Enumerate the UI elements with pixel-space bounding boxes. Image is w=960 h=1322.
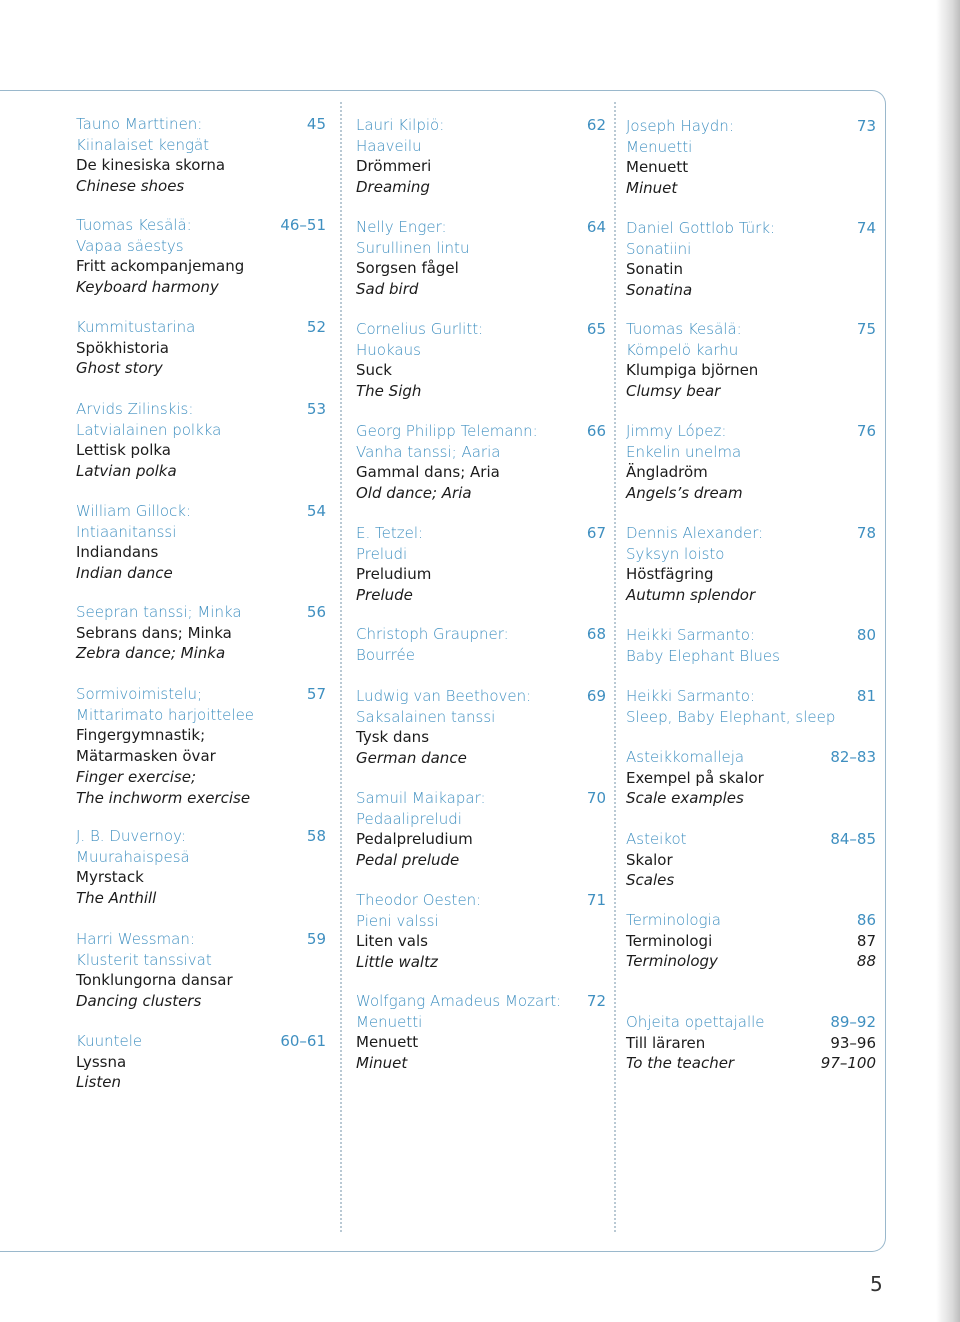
title-english: Pedal prelude <box>356 851 460 870</box>
toc-entry <box>626 319 876 402</box>
page-ref: 84–85 <box>830 830 876 848</box>
title-swedish: De kinesiska skorna <box>76 156 226 175</box>
composer-name: Ludwig van Beethoven: <box>356 687 532 705</box>
title-finnish: Mittarimato harjoittelee <box>76 705 255 724</box>
title-swedish: Lyssna <box>76 1052 127 1071</box>
page-ref: 89–92 <box>830 1013 876 1031</box>
composer-name: Cornelius Gurlitt: <box>356 320 484 338</box>
title-finnish: Saksalainen tanssi <box>356 707 496 726</box>
title-finnish: Klusterit tanssivat <box>76 950 212 969</box>
title-finnish: Bourrée <box>356 645 415 664</box>
title-swedish: Gammal dans; Aria <box>356 463 500 482</box>
page-ref: 52 <box>306 318 326 336</box>
title-swedish: Mätarmasken övar <box>76 747 216 766</box>
composer-name: Tuomas Kesälä: <box>76 216 192 234</box>
toc-column-1 <box>76 0 326 1322</box>
composer-name: Christoph Graupner: <box>356 625 509 643</box>
page-ref: 65 <box>586 320 606 338</box>
title-finnish: Sonatiini <box>626 239 692 258</box>
title-finnish: Seepran tanssi; Minka <box>76 603 242 621</box>
toc-entry <box>356 788 606 871</box>
page-ref: 76 <box>856 422 876 440</box>
composer-name: William Gillock: <box>76 502 192 520</box>
title-english: Angels’s dream <box>626 484 743 503</box>
page-number: 5 <box>870 1272 883 1296</box>
toc-entry <box>626 116 876 199</box>
title-english: Indian dance <box>76 564 173 583</box>
page-ref-english: 97–100 <box>820 1054 876 1073</box>
title-english: The Anthill <box>76 889 157 908</box>
title-swedish: Suck <box>356 361 392 380</box>
title-english: The inchworm exercise <box>76 788 251 807</box>
title-english: Clumsy bear <box>626 382 721 401</box>
title-swedish: Indiandans <box>76 543 159 562</box>
composer-name: Heikki Sarmanto: <box>626 687 756 705</box>
toc-entry <box>356 217 606 300</box>
title-swedish: Tonklungorna dansar <box>76 971 233 990</box>
title-swedish: Preludium <box>356 565 432 584</box>
title-english: Dancing clusters <box>76 992 202 1011</box>
toc-entry <box>356 523 606 606</box>
column-divider-1 <box>340 102 342 1232</box>
page-edge-shadow <box>936 0 960 1322</box>
page-ref: 74 <box>856 219 876 237</box>
toc-entry <box>356 115 606 198</box>
title-english: Sad bird <box>356 280 419 299</box>
page-ref: 82–83 <box>830 748 876 766</box>
title-swedish: Liten vals <box>356 932 428 951</box>
page-ref: 75 <box>856 320 876 338</box>
title-swedish: Fingergymnastik; <box>76 726 206 745</box>
column-divider-2 <box>614 102 616 1232</box>
composer-name: Georg Philipp Telemann: <box>356 422 538 440</box>
title-swedish: Sorgsen fågel <box>356 259 459 278</box>
title-swedish: Spökhistoria <box>76 338 169 357</box>
toc-entry <box>626 218 876 301</box>
page-ref: 81 <box>856 687 876 705</box>
composer-name: J. B. Duvernoy: <box>76 827 186 845</box>
page-ref: 71 <box>586 891 606 909</box>
page-ref-swedish: 87 <box>856 931 876 950</box>
toc-column-3 <box>626 0 876 1322</box>
title-finnish: Kummitustarina <box>76 318 196 336</box>
toc-entry <box>76 114 326 197</box>
title-swedish: Exempel på skalor <box>626 768 764 787</box>
toc-entry <box>626 1012 876 1074</box>
page-ref-swedish: 93–96 <box>830 1033 876 1052</box>
toc-entry <box>626 686 876 727</box>
page-ref: 59 <box>306 930 326 948</box>
page-ref: 46–51 <box>280 216 326 234</box>
title-english: Prelude <box>356 586 413 605</box>
toc-entry <box>626 910 876 972</box>
page-ref: 78 <box>856 524 876 542</box>
title-english: Minuet <box>626 179 678 198</box>
composer-name: Harri Wessman: <box>76 930 195 948</box>
title-finnish: Syksyn loisto <box>626 544 725 563</box>
toc-entry <box>356 890 606 973</box>
title-swedish: Ängladröm <box>626 463 708 482</box>
title-finnish: Vanha tanssi; Aaria <box>356 442 501 461</box>
page-ref: 70 <box>586 789 606 807</box>
title-swedish: Sonatin <box>626 260 683 279</box>
title-finnish: Surullinen lintu <box>356 238 470 257</box>
page-ref-english: 88 <box>856 952 876 971</box>
page-ref: 69 <box>586 687 606 705</box>
title-swedish: Pedalpreludium <box>356 830 473 849</box>
toc-entry <box>626 625 876 666</box>
title-finnish: Pieni valssi <box>356 911 439 930</box>
title-english: Scale examples <box>626 789 744 808</box>
toc-entry <box>356 319 606 402</box>
toc-column-2 <box>356 0 606 1322</box>
composer-name: Dennis Alexander: <box>626 524 764 542</box>
toc-entry <box>356 686 606 769</box>
composer-name: Arvids Zilinskis: <box>76 400 194 418</box>
title-english: Chinese shoes <box>76 177 185 196</box>
title-swedish: Menuett <box>356 1033 419 1052</box>
toc-entry <box>76 684 326 808</box>
title-english: German dance <box>356 749 467 768</box>
toc-entry <box>626 523 876 606</box>
title-english: Ghost story <box>76 359 163 378</box>
toc-entry <box>76 826 326 909</box>
title-finnish: Menuetti <box>356 1012 423 1031</box>
title-finnish: Menuetti <box>626 137 693 156</box>
title-english: Terminology <box>626 952 718 971</box>
toc-entry <box>76 501 326 584</box>
title-english: Old dance; Aria <box>356 484 472 503</box>
page-ref: 57 <box>306 685 326 703</box>
title-english: Scales <box>626 871 675 890</box>
page-ref: 62 <box>586 116 606 134</box>
page-ref: 67 <box>586 524 606 542</box>
title-finnish: Huokaus <box>356 340 421 359</box>
page-ref: 45 <box>306 115 326 133</box>
title-finnish: Muurahaispesä <box>76 847 190 866</box>
toc-entry <box>76 929 326 1012</box>
title-english: Autumn splendor <box>626 586 756 605</box>
toc-entry <box>356 624 606 665</box>
title-swedish: Drömmeri <box>356 157 432 176</box>
page-ref: 64 <box>586 218 606 236</box>
composer-name: Lauri Kilpiö: <box>356 116 445 134</box>
title-swedish: Fritt ackompanjemang <box>76 257 245 276</box>
title-finnish: Pedaalipreludi <box>356 809 462 828</box>
title-swedish: Sebrans dans; Minka <box>76 623 232 642</box>
title-swedish: Klumpiga björnen <box>626 361 759 380</box>
composer-name: Nelly Enger: <box>356 218 447 236</box>
composer-name: Joseph Haydn: <box>626 117 734 135</box>
composer-name: Tuomas Kesälä: <box>626 320 742 338</box>
title-swedish: Tysk dans <box>356 728 430 747</box>
page-ref: 56 <box>306 603 326 621</box>
title-finnish: Preludi <box>356 544 408 563</box>
title-finnish: Ohjeita opettajalle <box>626 1013 765 1031</box>
page-ref: 73 <box>856 117 876 135</box>
title-english: Zebra dance; Minka <box>76 644 226 663</box>
composer-name: Heikki Sarmanto: <box>626 626 756 644</box>
page-ref: 54 <box>306 502 326 520</box>
title-english: Keyboard harmony <box>76 278 219 297</box>
page-ref: 66 <box>586 422 606 440</box>
page-ref: 68 <box>586 625 606 643</box>
page-ref: 86 <box>856 911 876 929</box>
composer-name: Jimmy López: <box>626 422 727 440</box>
title-english: Little waltz <box>356 953 438 972</box>
title-finnish: Enkelin unelma <box>626 442 742 461</box>
title-swedish: Lettisk polka <box>76 441 172 460</box>
title-swedish: Menuett <box>626 158 689 177</box>
toc-entry <box>76 1031 326 1093</box>
title-finnish: Baby Elephant Blues <box>626 646 780 665</box>
title-english: Finger exercise; <box>76 767 196 786</box>
composer-name: Daniel Gottlob Türk: <box>626 219 776 237</box>
title-english: Listen <box>76 1073 121 1092</box>
title-finnish: Asteikot <box>626 830 687 848</box>
title-finnish: Sormivoimistelu; <box>76 685 203 703</box>
title-finnish: Vapaa säestys <box>76 236 184 255</box>
title-english: The Sigh <box>356 382 422 401</box>
page-ref: 58 <box>306 827 326 845</box>
composer-name: Theodor Oesten: <box>356 891 482 909</box>
toc-entry <box>76 399 326 482</box>
title-swedish: Terminologi <box>626 931 713 950</box>
title-swedish: Skalor <box>626 850 673 869</box>
toc-entry <box>356 421 606 504</box>
title-finnish: Intiaanitanssi <box>76 522 177 541</box>
page-ref: 72 <box>586 992 606 1010</box>
title-english: To the teacher <box>626 1054 735 1073</box>
title-swedish: Höstfägring <box>626 565 714 584</box>
title-english: Dreaming <box>356 178 430 197</box>
title-english: Minuet <box>356 1054 408 1073</box>
title-finnish: Terminologia <box>626 911 721 929</box>
title-english: Sonatina <box>626 281 693 300</box>
composer-name: Samuil Maikapar: <box>356 789 486 807</box>
title-finnish: Asteikkomalleja <box>626 748 745 766</box>
page-ref: 53 <box>306 400 326 418</box>
title-finnish: Latvialainen polkka <box>76 420 222 439</box>
composer-name: Wolfgang Amadeus Mozart: <box>356 992 562 1010</box>
composer-name: E. Tetzel: <box>356 524 424 542</box>
toc-entry <box>76 317 326 379</box>
page-ref: 80 <box>856 626 876 644</box>
title-finnish: Sleep, Baby Elephant, sleep <box>626 707 836 726</box>
toc-entry <box>626 747 876 809</box>
title-swedish: Myrstack <box>76 868 144 887</box>
title-swedish: Till läraren <box>626 1033 706 1052</box>
title-finnish: Haaveilu <box>356 136 422 155</box>
toc-entry <box>76 215 326 298</box>
toc-entry <box>76 602 326 664</box>
title-finnish: Kiinalaiset kengät <box>76 135 210 154</box>
composer-name: Tauno Marttinen: <box>76 115 203 133</box>
toc-entry <box>626 829 876 891</box>
page-ref: 60–61 <box>280 1032 326 1050</box>
title-english: Latvian polka <box>76 462 177 481</box>
toc-entry <box>626 421 876 504</box>
toc-entry <box>356 991 606 1074</box>
title-finnish: Kömpelö karhu <box>626 340 739 359</box>
title-finnish: Kuuntele <box>76 1032 143 1050</box>
